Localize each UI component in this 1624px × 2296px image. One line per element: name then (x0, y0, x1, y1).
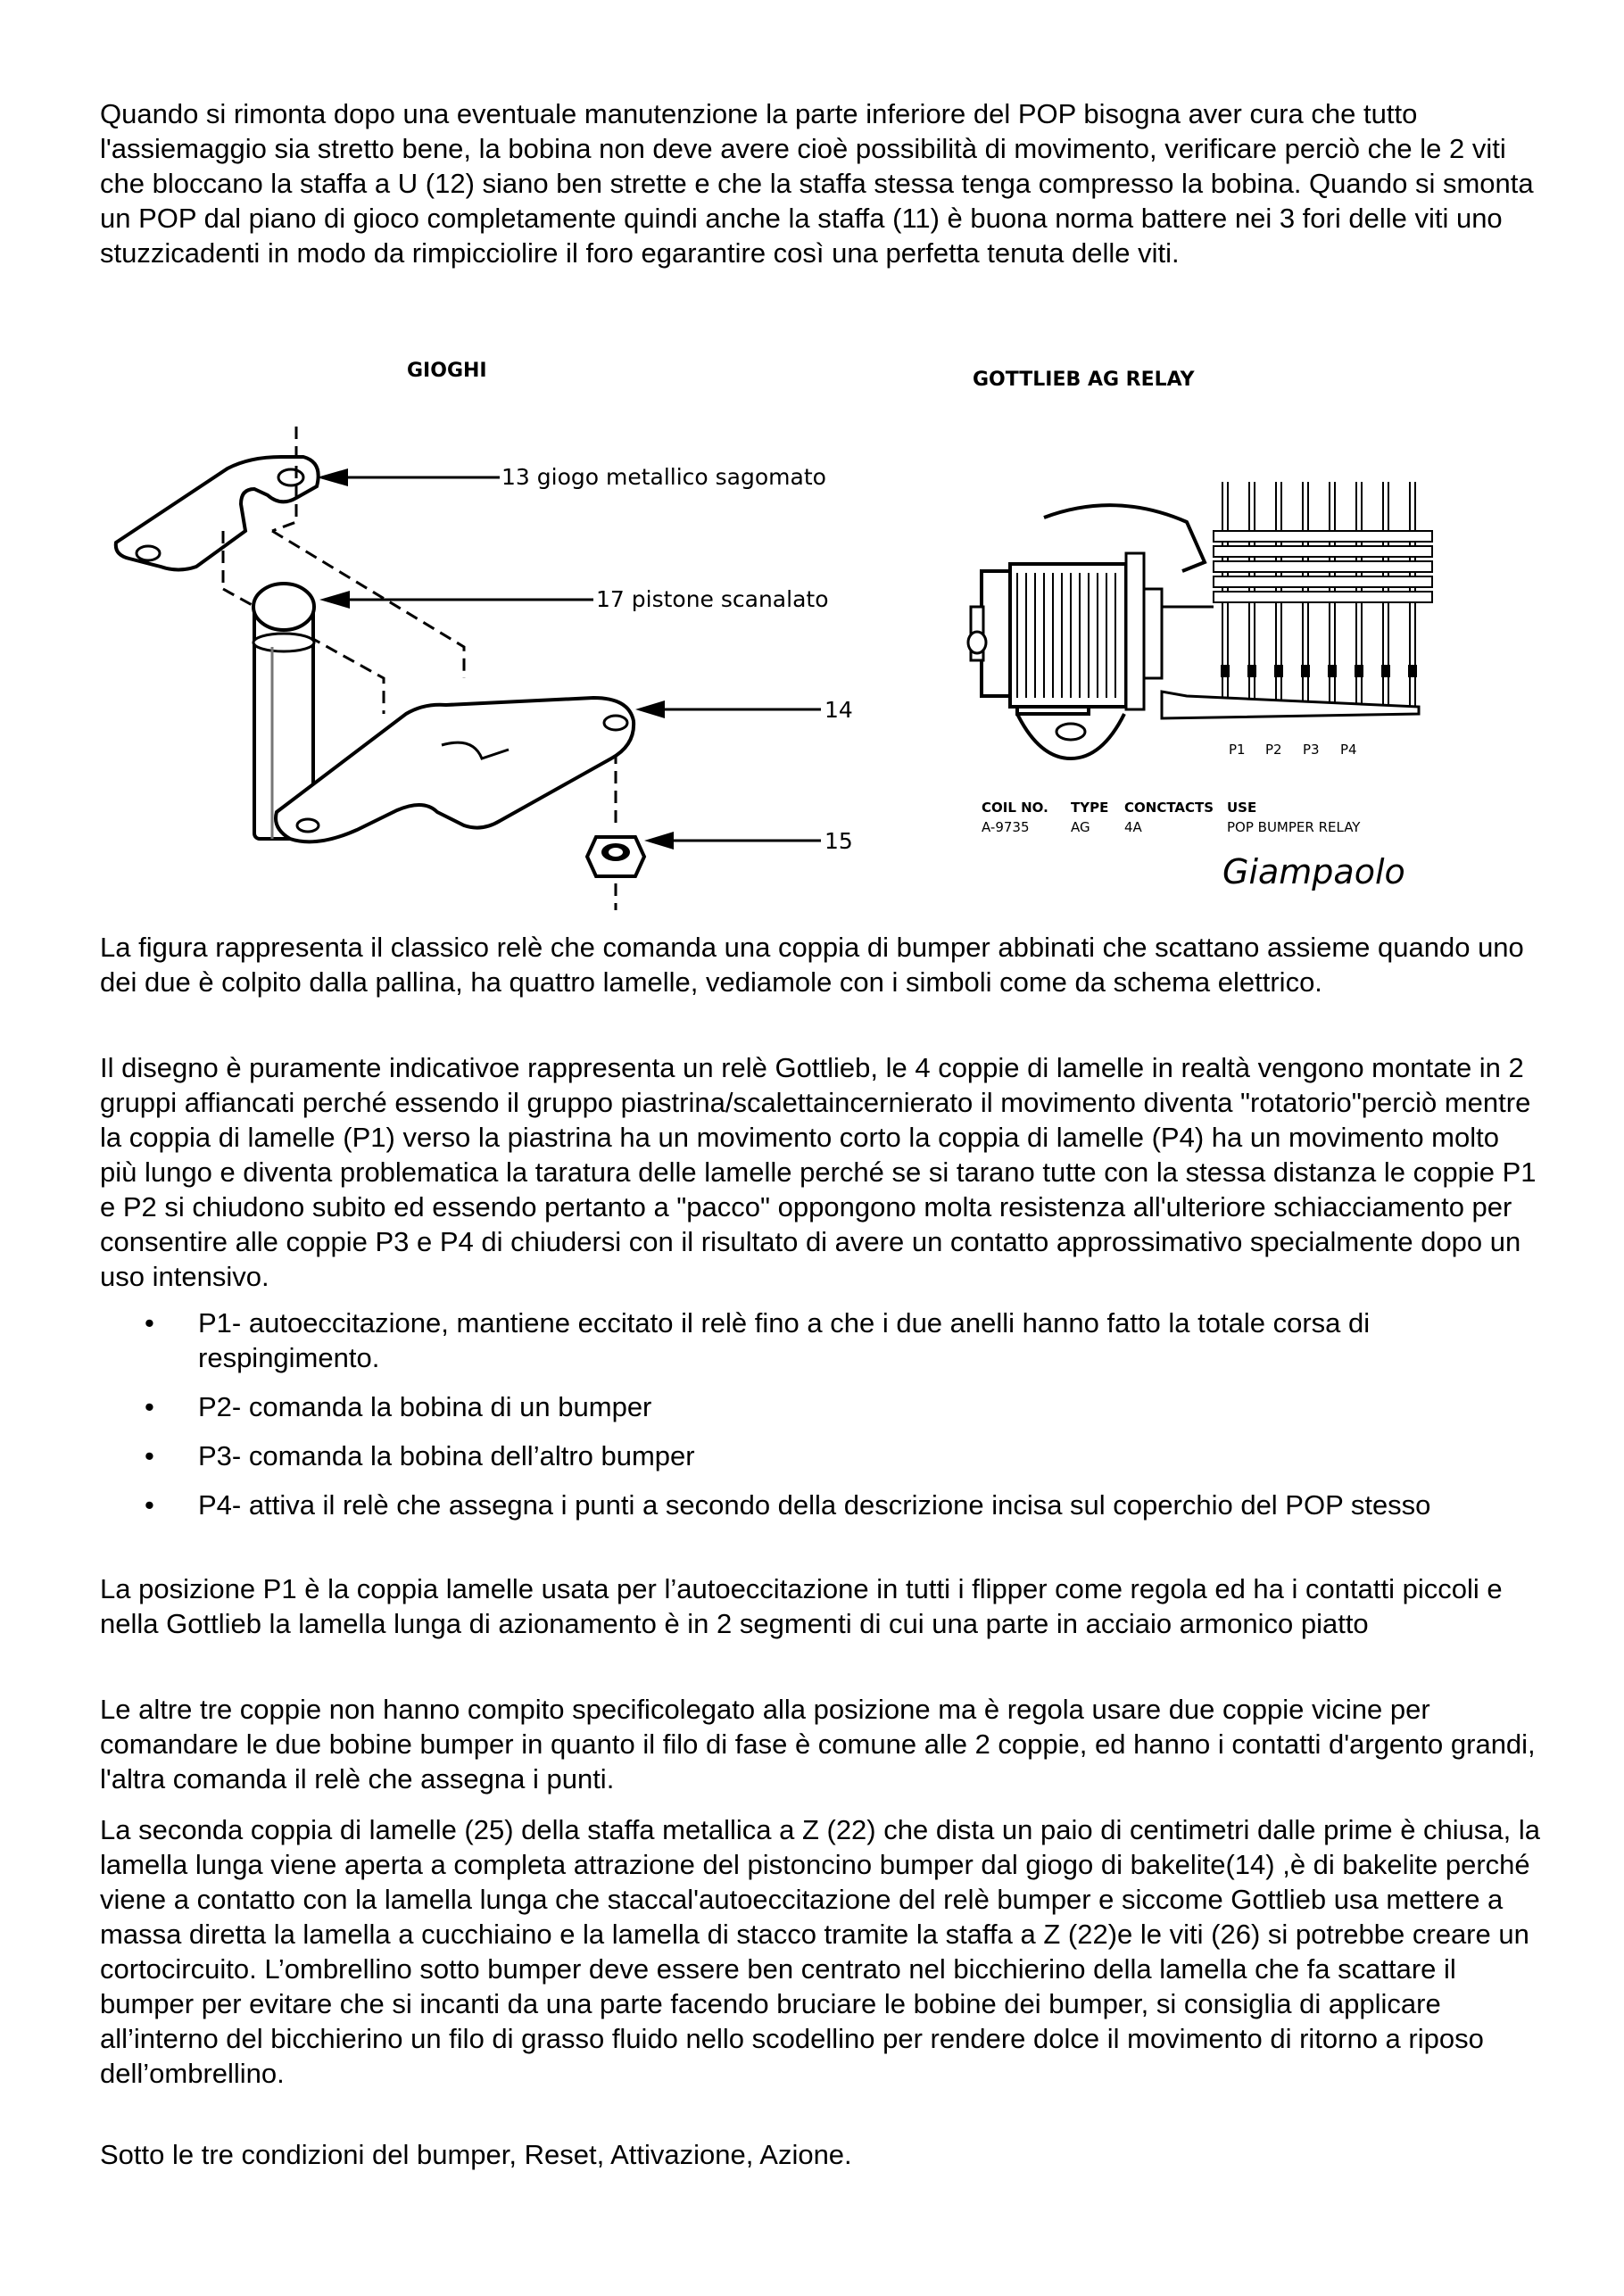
bullet-marker: • (145, 1307, 154, 1339)
lower-yoke-plate (276, 698, 634, 841)
callout-15: 15 (824, 828, 853, 854)
author-signature: Giampaolo (1222, 852, 1405, 891)
bullet-marker: • (145, 1489, 154, 1521)
nut (587, 837, 644, 876)
contact-label-p4: P4 (1340, 742, 1357, 758)
paragraph-relay-drawing: Il disegno è puramente indicativoe rappresenta un relè Gottlieb, le 4 coppie di lamelle in realtà vengono montate in 2 gruppi affiancati perché essendo il gruppo piastrina/scalettaincernierato il movimento diventa "rotatorio"perciò mentre la coppia di lamelle (P1) verso la piastrina ha un movimento corto la coppia di lamelle (P4) ha un movimento molto più lungo e diventa problematica la taratura delle lamelle perché se si tarano tutte con la stessa distanza le coppie P1 e P2 si chiudono subito ed essendo pertanto a "pacco" oppongono molta resistenza all'ulteriore schiacciamento per consentire alle coppie P3 e P4 di chiudersi con il risultato di avere un contatto approssimativo specialmente dopo un uso intensivo. (100, 1052, 1537, 1292)
list-item (100, 1305, 1541, 1375)
paragraph-p1-position: La posizione P1 è la coppia lamelle usata per l’autoeccitazione in tutti i flipper come regola ed ha i contatti piccoli e nella Gottlieb la lamella lunga di azionamento è in 2 segmenti di cui una parte in acciaio armonico piatto (100, 1573, 1503, 1639)
paragraph-reassembly: Quando si rimonta dopo una eventuale manutenzione la parte inferiore del POP bisogna aver cura che tutto l'assiemaggio sia stretto bene, la bobina non deve avere cioè possibilità di movimento, verificare perciò che le 2 viti che bloccano la staffa a U (12) siano ben strette e che la staffa stessa tenga compresso la bobina. Quando si smonta un POP dal piano di gioco completamente quindi anche la staffa (11) è buona norma battere nei 3 fori delle viti uno stuzzicadenti in modo da rimpicciolire il foro egarantire così una perfetta tenuta delle viti. (100, 98, 1534, 269)
relay-drawing (968, 482, 1432, 758)
relay-table-header-type: TYPE (1071, 800, 1109, 816)
callout-13: 13 giogo metallico sagomato (501, 464, 826, 490)
paragraph-other-pairs: Le altre tre coppie non hanno compito specificolegato alla posizione ma è regola usare due coppie vicine per comandare le due bobine bumper in quanto il filo di fase è comune alle 2 coppie, ed hanno i contatti d'argento grandi, l'altra comanda il relè che assegna i punti. (100, 1694, 1536, 1795)
contact-label-p2: P2 (1265, 742, 1282, 758)
relay-table-contacts: 4A (1124, 819, 1142, 835)
list-item-text: P4- attiva il relè che assegna i punti a secondo della descrizione incisa sul coperchio del POP stesso (198, 1489, 1431, 1521)
list-item (100, 1438, 1541, 1473)
list-item-text: P2- comanda la bobina di un bumper (198, 1391, 652, 1422)
bullet-marker: • (145, 1440, 154, 1471)
figure-relay-title: GOTTLIEB AG RELAY (973, 369, 1195, 391)
relay-table-header-coil: COIL NO. (982, 800, 1048, 816)
relay-table-header-use: USE (1227, 800, 1257, 816)
paragraph-bumper-conditions: Sotto le tre condizioni del bumper, Reset, Attivazione, Azione. (100, 2139, 852, 2170)
contact-label-p1: P1 (1229, 742, 1246, 758)
relay-table-type: AG (1071, 819, 1090, 835)
figure-gioghi-title: GIOGHI (407, 360, 487, 382)
paragraph-figure-description: La figura rappresenta il classico relè che comanda una coppia di bumper abbinati che scattano assieme quando uno dei due è colpito dalla pallina, ha quattro lamelle, vediamole con i simboli come da schema elettrico. (100, 932, 1524, 998)
contact-function-list (100, 1305, 1541, 1537)
callout-14: 14 (824, 697, 853, 723)
callout-17: 17 pistone scanalato (596, 586, 829, 612)
list-item (100, 1488, 1541, 1522)
upper-yoke-hole-2 (137, 546, 160, 560)
relay-table-coil: A-9735 (982, 819, 1030, 835)
list-item (100, 1389, 1541, 1424)
relay-table-header-contacts: CONCTACTS (1124, 800, 1214, 816)
upper-yoke-hole (278, 469, 303, 485)
figure-gioghi (89, 339, 928, 910)
list-item-text: P1- autoeccitazione, mantiene eccitato il relè fino a che i due anelli hanno fatto la totale corsa di respingimento. (198, 1307, 1371, 1373)
contact-label-p3: P3 (1303, 742, 1320, 758)
paragraph-second-pair: La seconda coppia di lamelle (25) della staffa metallica a Z (22) che dista un paio di centimetri dalle prime è chiusa, la lamella lunga viene aperta a completa attrazione del pistoncino bumper dal giogo di bakelite(14) ,è di bakelite perché viene a contatto con la lamella lunga che staccal'autoeccitazione del relè bumper e siccome Gottlieb usa mettere a massa diretta la lamella a cucchiaino e la lamella di stacco tramite la staffa a Z (22)e le viti (26) si potrebbe creare un cortocircuito. L’ombrellino sotto bumper deve essere ben centrato nel bicchierino della lamella che fa scattare il bumper per evitare che si incanti da una parte facendo bruciare le bobine dei bumper, si consiglia di applicare all’interno del bicchierino un filo di grasso fluido nello scodellino per rendere dolce il movimento di ritorno a riposo dell’ombrellino. (100, 1814, 1541, 2089)
bullet-marker: • (145, 1391, 154, 1422)
list-item-text: P3- comanda la bobina dell’altro bumper (198, 1440, 695, 1471)
relay-table-use: POP BUMPER RELAY (1227, 819, 1361, 835)
figure-relay (955, 339, 1472, 910)
